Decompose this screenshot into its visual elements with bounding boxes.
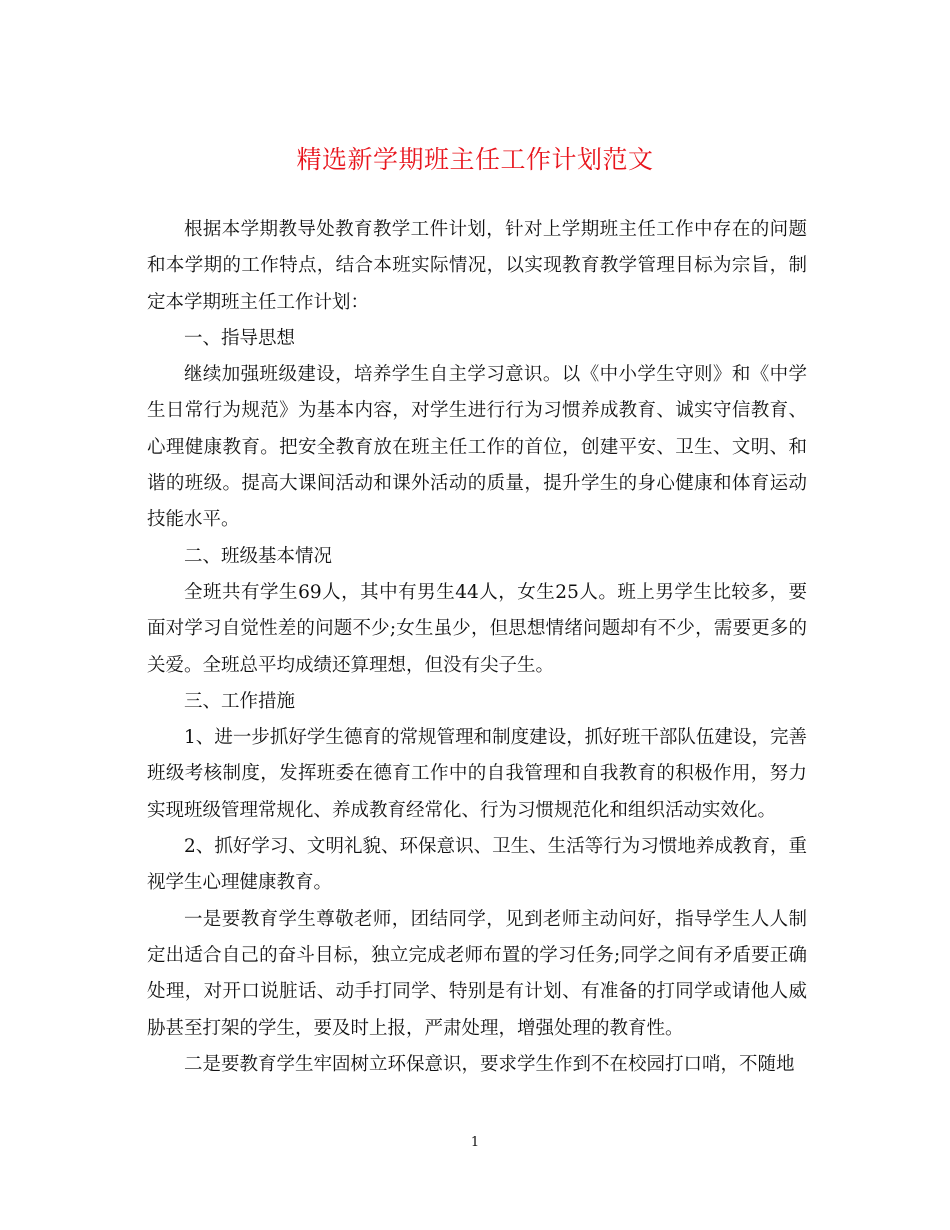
paragraph-guiding-ideology: 继续加强班级建设，培养学生自主学习意识。以《中小学生守则》和《中学生日常行为规范》为基本内容，对学生进行行为习惯养成教育、诚实守信教育、心理健康教育。把安全教育放在班主任工作的首位，创建平安、卫生、文明、和谐的班级。提高大课间活动和课外活动的质量，提升学生的身心健康和体育运动技能水平。 bbox=[147, 364, 807, 531]
paragraph-measure-2: 2、抓好学习、文明礼貌、环保意识、卫生、生活等行为习惯地养成教育，重视学生心理健康教育。 bbox=[147, 836, 807, 894]
document-body bbox=[147, 212, 807, 1083]
document-title: 精选新学期班主任工作计划范文 bbox=[296, 145, 654, 174]
paragraph-intro: 根据本学期教导处教育教学工件计划，针对上学期班主任工作中存在的问题和本学期的工作特点，结合本班实际情况，以实现教育教学管理目标为宗旨，制定本学期班主任工作计划： bbox=[147, 219, 807, 313]
section-heading-guiding-ideology: 一、指导思想 bbox=[184, 327, 296, 349]
page-number: 1 bbox=[470, 1135, 480, 1150]
paragraph-point-one: 一是要教育学生尊敬老师，团结同学，见到老师主动问好，指导学生人人制定出适合自己的奋斗目标，独立完成老师布置的学习任务;同学之间有矛盾要正确处理，对开口说脏话、动手打同学、特别是有计划、有准备的打同学或请他人威胁甚至打架的学生，要及时上报，严肃处理，增强处理的教育性。 bbox=[147, 908, 807, 1039]
section-heading-class-situation: 二、班级基本情况 bbox=[184, 545, 333, 567]
paragraph-point-two: 二是要教育学生牢固树立环保意识，要求学生作到不在校园打口哨，不随地 bbox=[184, 1053, 795, 1075]
section-heading-work-measures: 三、工作措施 bbox=[184, 690, 296, 712]
paragraph-class-situation: 全班共有学生69人，其中有男生44人，女生25人。班上男学生比较多，要面对学习自觉性差的问题不少;女生虽少，但思想情绪问题却有不少，需要更多的关爱。全班总平均成绩还算理想，但没有尖子生。 bbox=[147, 581, 807, 676]
paragraph-measure-1: 1、进一步抓好学生德育的常规管理和制度建设，抓好班干部队伍建设，完善班级考核制度，发挥班委在德育工作中的自我管理和自我教育的积极作用，努力实现班级管理常规化、养成教育经常化、行为习惯规范化和组织活动实效化。 bbox=[147, 727, 807, 821]
